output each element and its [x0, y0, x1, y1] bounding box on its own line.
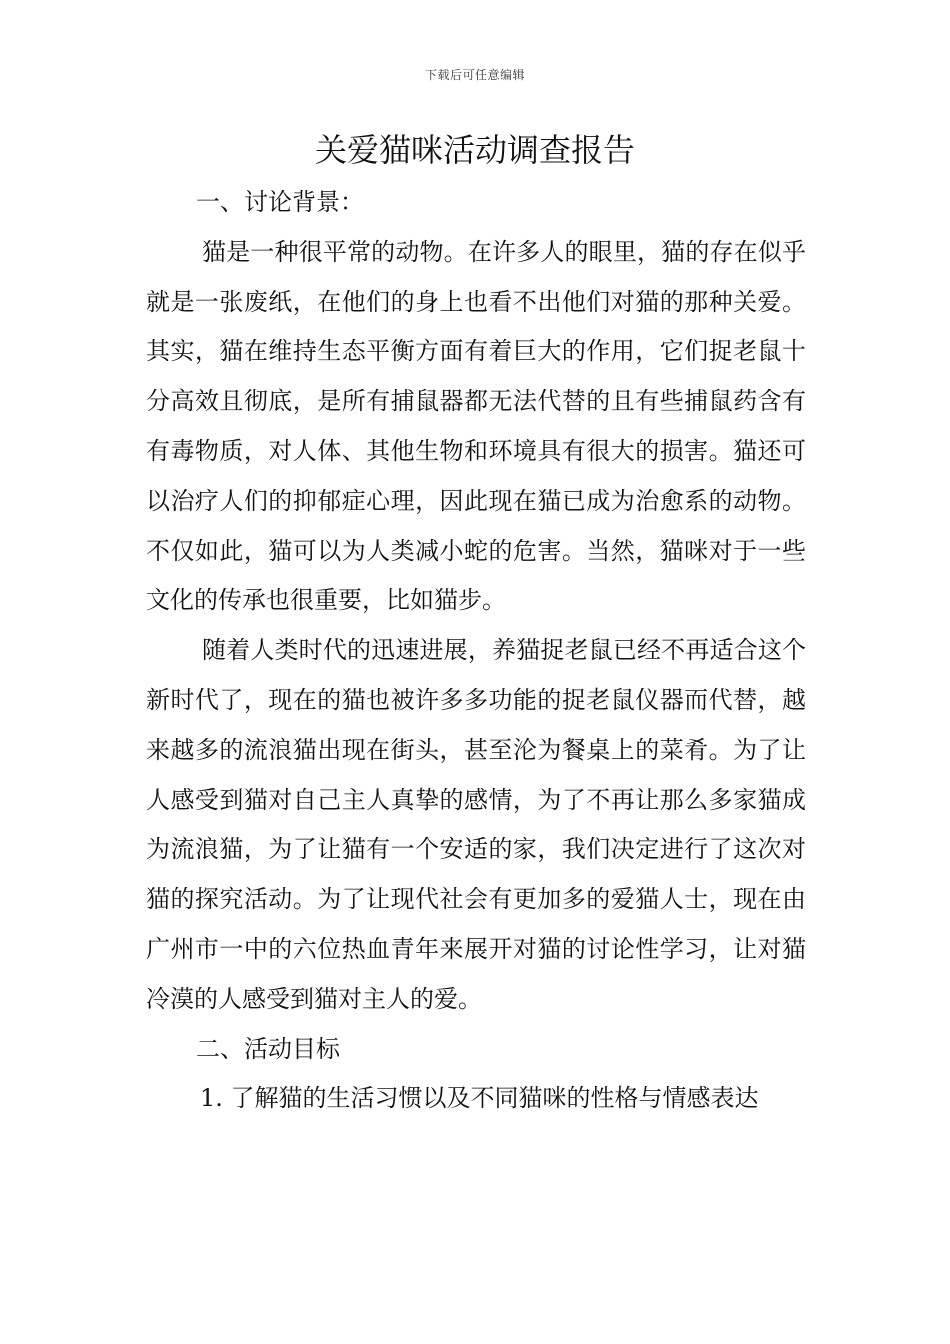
section-heading-background: 一、讨论背景： — [196, 188, 364, 216]
goal-item-1: 1. 了解猫的生活习惯以及不同猫咪的性格与情感表达 — [200, 1084, 759, 1113]
section-heading-goals: 二、活动目标 — [196, 1034, 340, 1063]
document-body — [146, 178, 806, 1124]
background-paragraph-2: 随着人类时代的迅速进展，养猫捉老鼠已经不再适合这个新时代了，现在的猫也被许多多功能的捉老鼠仪器而代替，越来越多的流浪猫出现在街头，甚至沦为餐桌上的菜肴。为了让人感受到猫对自己主人真挚的感情，为了不再让那么多家猫成为流浪猫，为了让猫有一个安适的家，我们决定进行了这次对猫的探究活动。为了让现代社会有更加多的爱猫人士，现在由广州市一中的六位热血青年来展开对猫的讨论性学习，让对猫冷漠的人感受到猫对主人的爱。 — [146, 636, 806, 1013]
document-title: 关爱猫咪活动调查报告 — [314, 131, 635, 169]
header-note: 下载后可任意编辑 — [424, 68, 525, 82]
background-paragraph-1: 猫是一种很平常的动物。在许多人的眼里，猫的存在似乎就是一张废纸，在他们的身上也看不出他们对猫的那种关爱。其实，猫在维持生态平衡方面有着巨大的作用，它们捉老鼠十分高效且彻底，是所有捕鼠器都无法代替的且有些捕鼠药含有有毒物质，对人体、其他生物和环境具有很大的损害。猫还可以治疗人们的抑郁症心理，因此现在猫已成为治愈系的动物。不仅如此，猫可以为人类减小蛇的危害。当然，猫咪对于一些文化的传承也很重要，比如猫步。 — [146, 237, 806, 615]
